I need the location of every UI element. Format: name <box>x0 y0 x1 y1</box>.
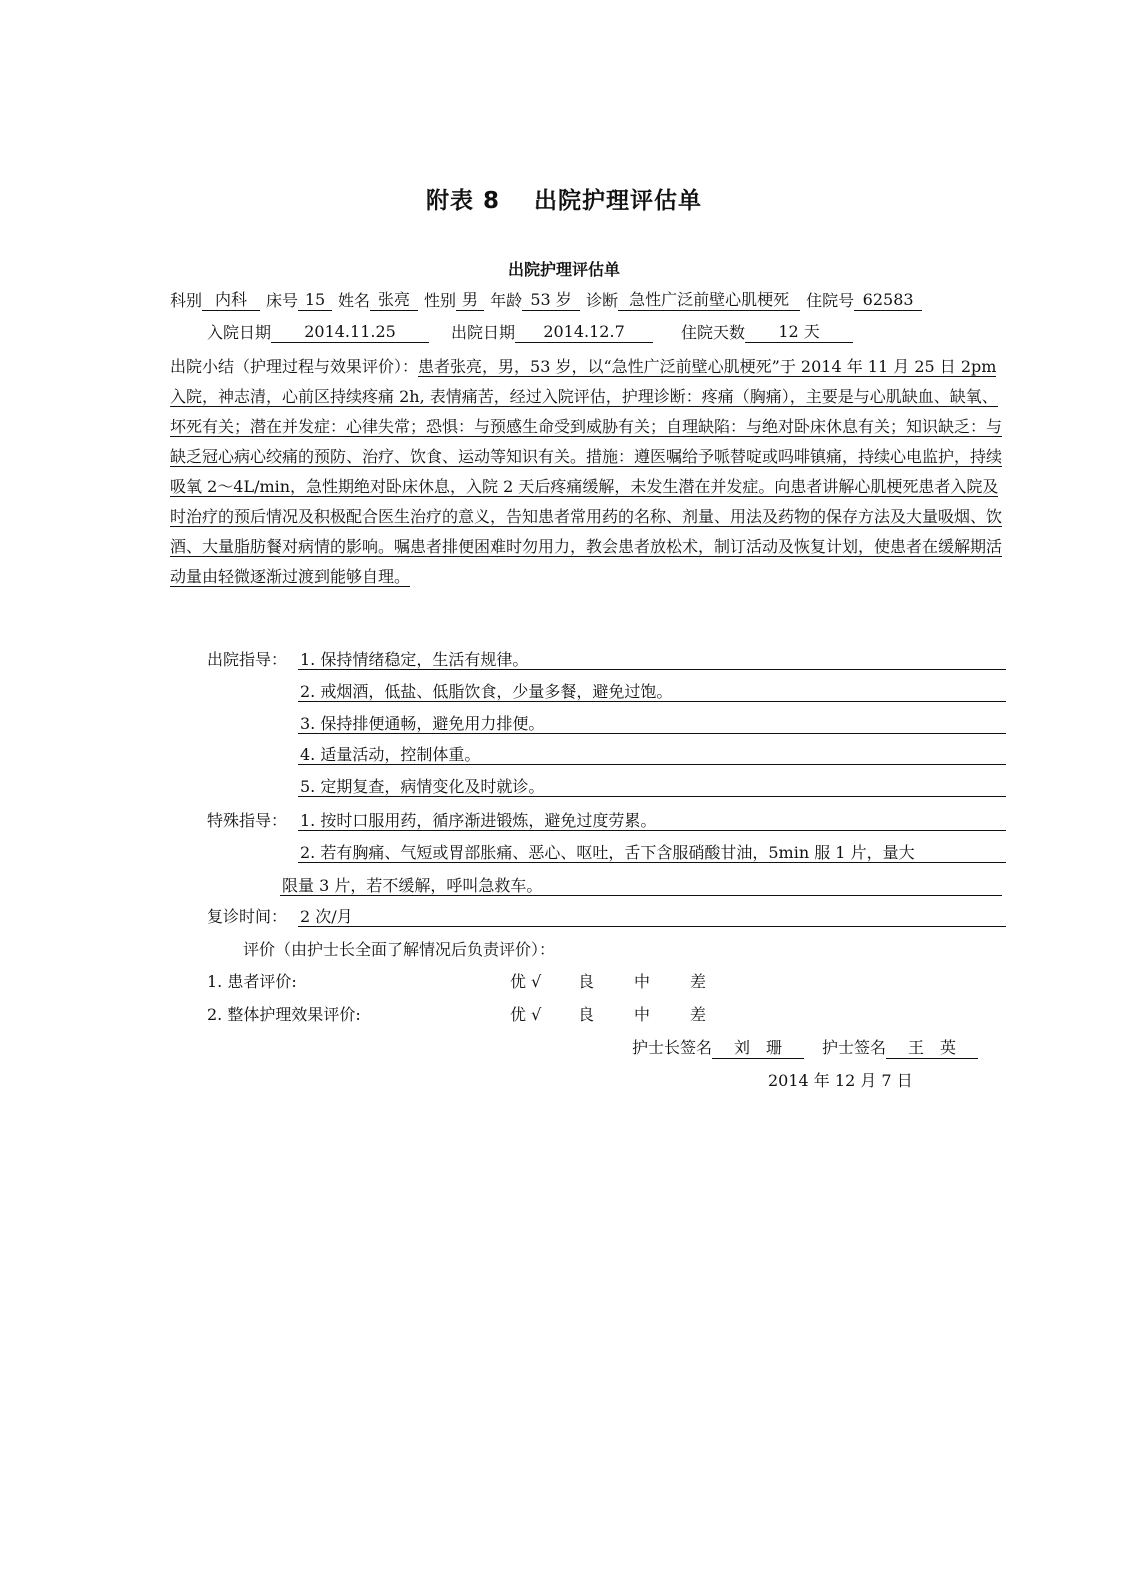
guidance-line-1 <box>298 669 1006 670</box>
age-value: 53 岁 <box>522 290 580 311</box>
discharge-date-label: 出院日期 <box>451 323 516 342</box>
head-nurse-sign-value: 刘 珊 <box>712 1038 804 1059</box>
eval-row-2-grade-good: 良 <box>578 1005 595 1024</box>
eval-row-2-label: 2. 整体护理效果评价: <box>207 1005 361 1024</box>
heading-appendix: 附表 8 <box>425 188 500 214</box>
discharge-summary <box>170 352 1006 592</box>
guidance-item-3: 3. 保持排便通畅，避免用力排便。 <box>300 714 545 733</box>
diagnosis-label: 诊断 <box>586 291 619 310</box>
name-label: 姓名 <box>338 291 371 310</box>
nurse-sign-value: 王 英 <box>886 1038 978 1059</box>
dates-row <box>207 322 853 343</box>
diagnosis-value: 急性广泛前壁心肌梗死 <box>618 290 800 311</box>
admit-date-label: 入院日期 <box>207 323 272 342</box>
special-line-2 <box>298 862 1006 863</box>
special-line-1 <box>298 830 1006 831</box>
bed-label: 床号 <box>266 291 299 310</box>
hospital-number-label: 住院号 <box>806 291 855 310</box>
eval-row-2-grade-fair: 中 <box>634 1005 651 1024</box>
guidance-line-4 <box>298 764 1006 765</box>
dept-value: 内科 <box>202 290 260 311</box>
signatures-row <box>632 1038 978 1059</box>
summary-label: 出院小结（护理过程与效果评价）： <box>170 357 419 376</box>
special-item-2-line-1: 2. 若有胸痛、气短或胃部胀痛、恶心、呕吐，舌下含服硝酸甘油，5min 服 1 片，量大 <box>300 843 915 862</box>
sex-value: 男 <box>456 290 484 311</box>
form-subtitle: 出院护理评估单 <box>507 260 620 279</box>
sign-date: 2014 年 12 月 7 日 <box>768 1071 913 1090</box>
followup-value: 2 次/月 <box>300 907 353 926</box>
eval-row-1-label: 1. 患者评价: <box>207 972 297 991</box>
name-value: 张亮 <box>370 290 418 311</box>
eval-row-1-grade-good: 良 <box>578 972 595 991</box>
summary-text: 患者张亮，男，53 岁，以“急性广泛前壁心肌梗死”于 2014 年 11 月 25 日 2pm 入院，神志清，心前区持续疼痛 2h, 表情痛苦，经过入院评估，护理诊断：疼痛（胸痛），主要是与心肌缺血、缺氧、坏死有关；潜在并发症：心律失常；恐惧：与预感生命受到威胁有关；自理缺陷：与绝对卧床休息有关；知识缺乏：与缺乏冠心病心绞痛的预防、治疗、饮食、运动等知识有关。措施：遵医嘱给予哌替啶或吗啡镇痛，持续心电监护，持续吸氧 2～4L/min，急性期绝对卧床休息，入院 2 天后疼痛缓解，未发生潜在并发症。向患者讲解心肌梗死患者入院及时治疗的预后情况及积极配合医生治疗的意义，告知患者常用药的名称、剂量、用法及药物的保存方法及大量吸烟、饮酒、大量脂肪餐对病情的影响。嘱患者排便困难时勿用力，教会患者放松术，制订活动及恢复计划，使患者在缓解期活动量由轻微逐渐过渡到能够自理。 <box>170 357 1003 586</box>
head-nurse-sign-label: 护士长签名 <box>632 1038 713 1057</box>
guidance-line-3 <box>298 733 1006 734</box>
guidance-item-5: 5. 定期复查，病情变化及时就诊。 <box>300 777 545 796</box>
nurse-sign-label: 护士签名 <box>822 1038 887 1057</box>
special-label: 特殊指导： <box>207 811 288 830</box>
page-heading <box>0 186 1128 216</box>
sex-label: 性别 <box>424 291 457 310</box>
special-item-2-line-2: 限量 3 片，若不缓解，呼叫急救车。 <box>282 876 543 895</box>
guidance-label: 出院指导： <box>207 650 288 669</box>
guidance-line-2 <box>298 701 1006 702</box>
evaluation-intro: 评价（由护士长全面了解情况后负责评价）： <box>243 940 556 959</box>
eval-row-1-grade-excellent: 优 √ <box>510 972 542 991</box>
stay-days-label: 住院天数 <box>681 323 746 342</box>
followup-label: 复诊时间： <box>207 907 288 926</box>
guidance-line-5 <box>298 796 1006 797</box>
patient-info-row <box>170 290 1006 311</box>
eval-row-2-grade-excellent: 优 √ <box>510 1005 542 1024</box>
eval-row-1-grade-poor: 差 <box>690 972 707 991</box>
guidance-item-1: 1. 保持情绪稳定，生活有规律。 <box>300 650 529 669</box>
bed-value: 15 <box>298 290 332 311</box>
hospital-number-value: 62583 <box>854 290 922 311</box>
heading-title: 出院护理评估单 <box>534 188 702 214</box>
eval-row-2-grade-poor: 差 <box>690 1005 707 1024</box>
guidance-item-4: 4. 适量活动，控制体重。 <box>300 745 481 764</box>
guidance-item-2: 2. 戒烟酒，低盐、低脂饮食，少量多餐，避免过饱。 <box>300 682 673 701</box>
eval-row-1-grade-fair: 中 <box>634 972 651 991</box>
dept-label: 科别 <box>170 291 203 310</box>
special-item-1: 1. 按时口服用药，循序渐进锻炼，避免过度劳累。 <box>300 811 657 830</box>
age-label: 年龄 <box>490 291 523 310</box>
admit-date-value: 2014.11.25 <box>271 322 429 343</box>
stay-days-value: 12 天 <box>745 322 853 343</box>
special-line-3 <box>280 895 1002 896</box>
followup-line <box>298 926 1006 927</box>
discharge-date-value: 2014.12.7 <box>515 322 653 343</box>
